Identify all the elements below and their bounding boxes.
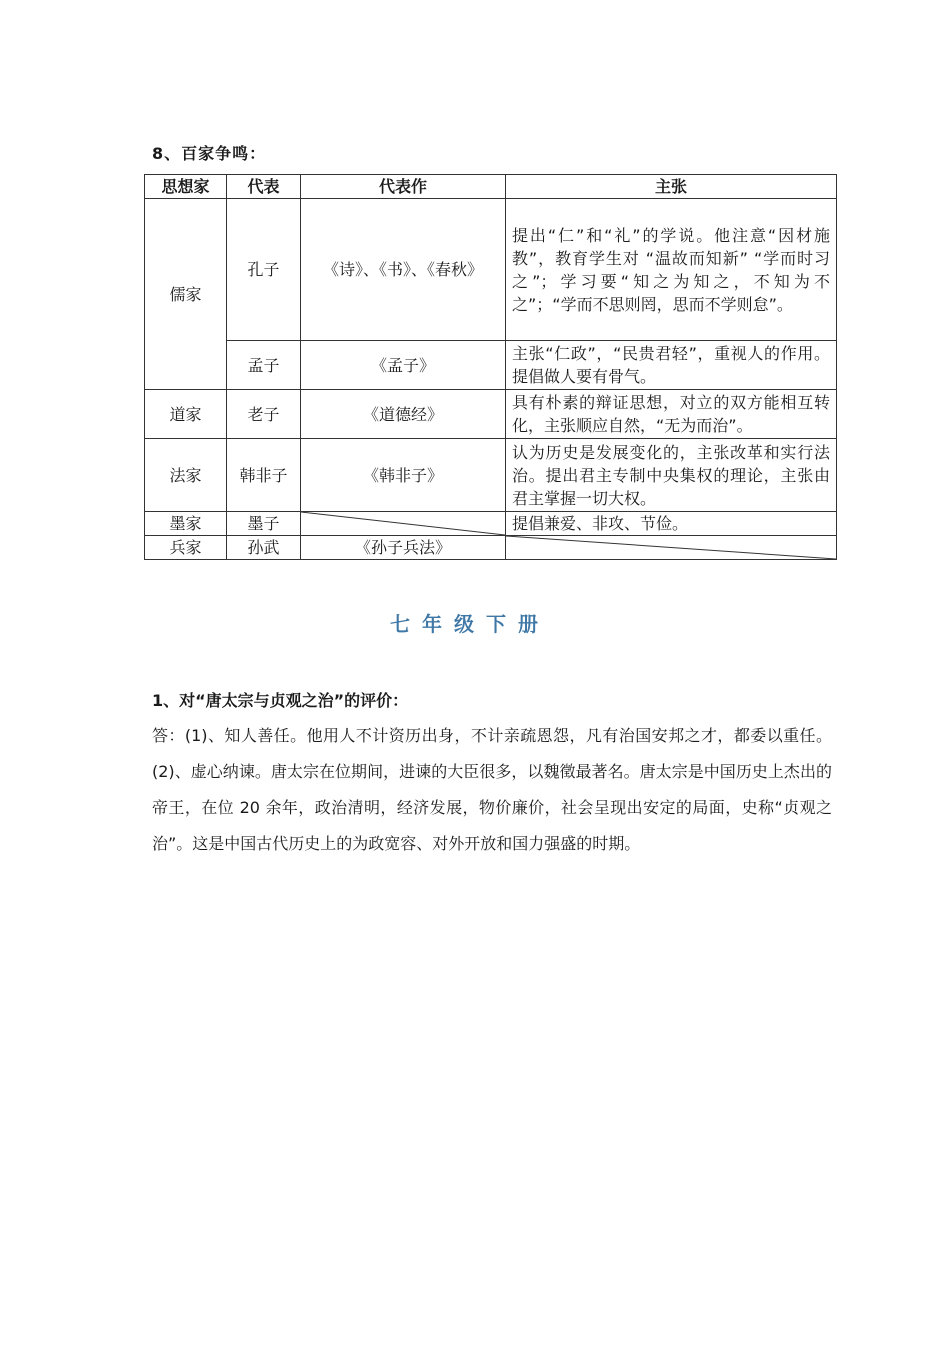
rep-confucius: 孔子	[227, 199, 301, 341]
school-legalist: 法家	[145, 439, 227, 512]
table-row	[145, 199, 837, 341]
claim-mozi: 提倡兼爱、非攻、节俭。	[506, 512, 837, 536]
works-sunwu: 《孙子兵法》	[301, 536, 506, 560]
rep-mozi: 墨子	[227, 512, 301, 536]
empty-diagonal-cell	[301, 512, 506, 536]
question-title: 1、对“唐太宗与贞观之治”的评价：	[152, 691, 409, 710]
section-heading: 8、百家争鸣：	[152, 144, 267, 163]
works-hanfeizi: 《韩非子》	[301, 439, 506, 512]
claim-hanfeizi: 认为历史是发展变化的，主张改革和实行法治。提出君主专制中央集权的理论，主张由君主掌握一切大权。	[506, 439, 837, 512]
table-row	[145, 390, 837, 439]
table-header-row	[145, 175, 837, 199]
school-confucian: 儒家	[145, 199, 227, 390]
table-row	[145, 536, 837, 560]
hundred-schools-table	[144, 174, 837, 560]
table-row	[145, 512, 837, 536]
works-laozi: 《道德经》	[301, 390, 506, 439]
table-row	[145, 341, 837, 390]
header-works: 代表作	[301, 175, 506, 199]
empty-diagonal-cell	[506, 536, 837, 560]
rep-sunwu: 孙武	[227, 536, 301, 560]
school-mohist: 墨家	[145, 512, 227, 536]
header-representative: 代表	[227, 175, 301, 199]
header-claims: 主张	[506, 175, 837, 199]
claim-mencius: 主张“仁政”，“民贵君轻”，重视人的作用。提倡做人要有骨气。	[506, 341, 837, 390]
claim-confucius: 提出“仁”和“礼”的学说。他注意“因材施教”，教育学生对 “温故而知新” “学而时习之”；学习要“知之为知之，不知为不之”；“学而不思则罔，思而不学则怠”。	[506, 199, 837, 341]
rep-mencius: 孟子	[227, 341, 301, 390]
table-row	[145, 439, 837, 512]
school-taoist: 道家	[145, 390, 227, 439]
answer-text: 答：(1)、知人善任。他用人不计资历出身，不计亲疏恩怨，凡有治国安邦之才，都委以重任。(2)、虚心纳谏。唐太宗在位期间，进谏的大臣很多，以魏徵最著名。唐太宗是中国历史上杰出的帝王，在位 20 余年，政治清明，经济发展，物价廉价，社会呈现出安定的局面，史称“贞观之治”。这是中国古代历史上的为政宽容、对外开放和国力强盛的时期。	[152, 726, 832, 853]
rep-laozi: 老子	[227, 390, 301, 439]
works-confucius: 《诗》、《书》、《春秋》	[301, 199, 506, 341]
rep-hanfeizi: 韩非子	[227, 439, 301, 512]
school-military: 兵家	[145, 536, 227, 560]
claim-laozi: 具有朴素的辩证思想，对立的双方能相互转化，主张顺应自然，“无为而治”。	[506, 390, 837, 439]
header-thinker: 思想家	[145, 175, 227, 199]
grade-title: 七年级下册	[390, 612, 550, 636]
works-mencius: 《孟子》	[301, 341, 506, 390]
